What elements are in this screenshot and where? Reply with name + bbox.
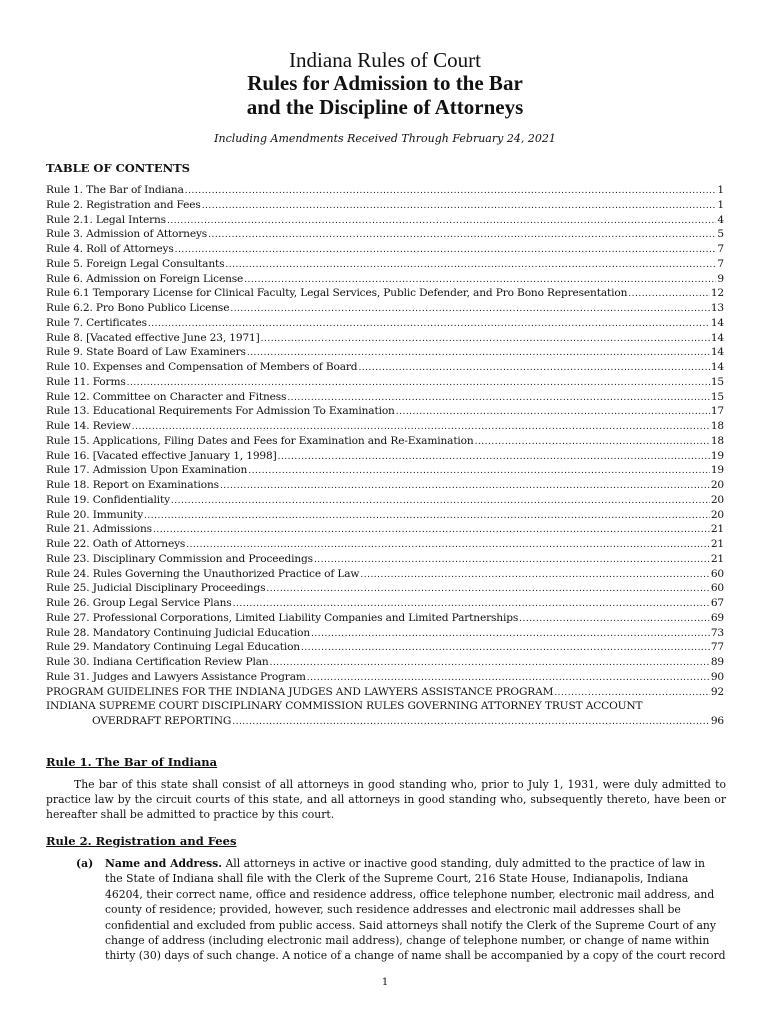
toc-dot-leader — [233, 599, 710, 609]
item-text: All attorneys in active or inactive good standing, duly admitted to the practice of law in the State of Indiana shall file with the Clerk of the Supreme Court, 216 State House, Indianapolis, Indiana 46204, their correct name, office and residence address, office telephone number, electronic mail address, and county of residence; provided, however, such residence addresses and electronic mail addresses shall be confidential and excluded from public access. Said attorneys shall notify the Clerk of the Supreme Court of any change of address (including electronic mail address), change of telephone number, or change of name within thirty (30) days of such change. A notice of a change of name shall be accompanied by a copy of the court record — [105, 857, 726, 963]
toc-dot-leader — [148, 319, 710, 329]
toc-entry[interactable] — [46, 199, 724, 214]
toc-dot-leader — [396, 407, 710, 417]
toc-entry-label: Rule 22. Oath of Attorneys — [46, 538, 186, 550]
toc-entry-label: Rule 10. Expenses and Compensation of Members of Board — [46, 361, 358, 373]
toc-entry[interactable] — [46, 627, 724, 642]
toc-dot-leader — [232, 717, 710, 727]
toc-dot-leader — [185, 186, 717, 196]
toc-entry[interactable] — [46, 405, 724, 420]
item-body — [105, 856, 726, 964]
toc-entry-label-continued: OVERDRAFT REPORTING — [92, 715, 232, 727]
toc-entry[interactable] — [46, 450, 724, 465]
toc-entry-page: 60 — [710, 582, 724, 595]
toc-entry-page: 21 — [710, 552, 724, 565]
toc-entry[interactable] — [46, 435, 724, 450]
toc-entry[interactable] — [46, 184, 724, 199]
toc-entry-page: 1 — [717, 198, 724, 211]
toc-entry[interactable] — [46, 464, 724, 479]
toc-entry-page: 19 — [710, 449, 724, 462]
toc-entry-page: 14 — [710, 331, 724, 344]
toc-entry-page: 20 — [710, 508, 724, 521]
toc-dot-leader — [186, 540, 710, 550]
toc-entry-label: Rule 5. Foreign Legal Consultants — [46, 257, 225, 270]
toc-entry[interactable] — [46, 214, 724, 229]
toc-entry-label: Rule 11. Forms — [46, 375, 126, 388]
toc-dot-leader — [266, 584, 709, 594]
toc-dot-leader — [208, 230, 716, 240]
toc-entry[interactable] — [46, 597, 724, 612]
toc-entry-label: Rule 2. Registration and Fees — [46, 198, 201, 211]
rule-1-text — [46, 777, 726, 822]
page-number: 1 — [381, 977, 389, 988]
toc-dot-leader — [202, 201, 717, 211]
toc-dot-leader — [519, 614, 710, 624]
toc-entry-label: Rule 8. [Vacated effective June 23, 1971] — [46, 331, 260, 344]
toc-entry[interactable] — [46, 228, 724, 243]
rule-1-heading: Rule 1. The Bar of Indiana — [46, 755, 218, 769]
document-title-line1: Rules for Admission to the Bar — [247, 71, 523, 95]
toc-entry[interactable] — [46, 332, 724, 347]
toc-entry-page: 73 — [710, 626, 724, 639]
toc-entry-label: Rule 1. The Bar of Indiana — [46, 184, 184, 196]
toc-dot-leader — [301, 643, 710, 653]
document-title — [0, 71, 770, 119]
toc-entry-label: Rule 2.1. Legal Interns — [46, 213, 166, 226]
toc-entry-label: PROGRAM GUIDELINES FOR THE INDIANA JUDGES AND LAWYERS ASSISTANCE PROGRAM — [46, 685, 554, 698]
toc-entry-label: Rule 6.1 Temporary License for Clinical Faculty, Legal Services, Public Defender, and Pro Bono Representation — [46, 287, 628, 300]
toc-entry-page: 89 — [710, 656, 724, 668]
toc-dot-leader — [127, 378, 710, 388]
toc-entry-label: Rule 12. Committee on Character and Fitness — [46, 390, 287, 403]
toc-dot-leader — [167, 216, 716, 226]
toc-entry[interactable] — [46, 479, 724, 494]
toc-dot-leader — [554, 688, 710, 698]
toc-entry[interactable] — [46, 538, 724, 553]
toc-entry-page: 60 — [710, 567, 724, 580]
item-lead: Name and Address. — [105, 857, 223, 870]
toc-dot-leader — [230, 304, 709, 314]
toc-entry-page: 13 — [710, 302, 724, 314]
toc-entry-label: Rule 25. Judicial Disciplinary Proceedings — [46, 582, 266, 595]
toc-entry[interactable] — [46, 612, 724, 627]
toc-entry-page: 14 — [710, 346, 724, 359]
toc-entry[interactable] — [46, 656, 724, 671]
toc-entry-page: 90 — [710, 670, 724, 683]
toc-entry-page: 20 — [710, 493, 724, 506]
toc-entry[interactable] — [46, 494, 724, 509]
toc-entry-page: 18 — [710, 434, 724, 447]
toc-dot-leader — [132, 422, 710, 432]
rule-1-body: The bar of this state shall consist of all attorneys in good standing who, prior to July 1, 1931, were duly admitted to practice law by the circuit courts of this state, and all attorneys in good standing who, subsequently thereto, have been or hereafter shall be admitted to practice by this court. — [46, 778, 726, 821]
toc-entry[interactable] — [46, 420, 724, 435]
toc-entry-label: Rule 9. State Board of Law Examiners — [46, 346, 246, 359]
toc-entry-label: Rule 14. Review — [46, 420, 131, 432]
toc-entry-page: 21 — [710, 523, 724, 536]
toc-entry-page: 96 — [710, 715, 724, 727]
toc-dot-leader — [225, 260, 716, 270]
toc-entry-label: Rule 21. Admissions — [46, 523, 152, 536]
toc-entry-label: Rule 28. Mandatory Continuing Judicial Education — [46, 626, 310, 639]
toc-dot-leader — [220, 481, 710, 491]
toc-entry-page: 15 — [710, 375, 724, 388]
toc-entry-label: Rule 16. [Vacated effective January 1, 1998] — [46, 449, 277, 462]
toc-entry-page: 21 — [710, 538, 724, 550]
toc-entry-page: 69 — [710, 611, 724, 624]
toc-dot-leader — [261, 334, 710, 344]
toc-entry-label: Rule 18. Report on Examinations — [46, 479, 219, 491]
toc-dot-leader — [307, 673, 710, 683]
toc-entry-overdraft-rules[interactable] — [46, 700, 724, 730]
toc-dot-leader — [628, 289, 710, 299]
toc-entry-label: Rule 27. Professional Corporations, Limited Liability Companies and Limited Partnerships — [46, 611, 519, 624]
toc-entry[interactable] — [46, 302, 724, 317]
toc-dot-leader — [248, 466, 710, 476]
toc-heading: TABLE OF CONTENTS — [46, 161, 190, 175]
toc-entry-page: 4 — [717, 213, 724, 226]
toc-dot-leader — [175, 245, 717, 255]
toc-entry-label: Rule 6. Admission on Foreign License — [46, 272, 244, 285]
toc-entry[interactable] — [46, 317, 724, 332]
toc-entry-page: 67 — [710, 597, 724, 609]
toc-entry-label: INDIANA SUPREME COURT DISCIPLINARY COMMISSION RULES GOVERNING ATTORNEY TRUST ACCOUNT — [46, 700, 643, 713]
toc-entry-page: 19 — [710, 464, 724, 477]
toc-entry[interactable] — [46, 641, 724, 656]
toc-entry[interactable] — [46, 553, 724, 568]
toc-dot-leader — [144, 511, 710, 521]
amendments-subtitle: Including Amendments Received Through February 24, 2021 — [214, 132, 556, 145]
toc-dot-leader — [278, 452, 710, 462]
toc-entry-label: Rule 30. Indiana Certification Review Plan — [46, 656, 269, 668]
toc-entry[interactable] — [46, 391, 724, 406]
toc-entry-page: 7 — [717, 257, 724, 270]
toc-entry-label: Rule 15. Applications, Filing Dates and Fees for Examination and Re-Examination — [46, 434, 474, 447]
toc-entry-page: 92 — [710, 685, 724, 698]
toc-entry-label: Rule 24. Rules Governing the Unauthorized Practice of Law — [46, 567, 360, 580]
toc-entry[interactable] — [46, 287, 724, 302]
toc-dot-leader — [270, 658, 710, 668]
toc-entry[interactable] — [46, 273, 724, 288]
toc-dot-leader — [287, 393, 710, 403]
toc-entry[interactable] — [46, 258, 724, 273]
toc-dot-leader — [360, 570, 709, 580]
toc-entry-page: 18 — [710, 420, 724, 432]
toc-entry[interactable] — [46, 568, 724, 583]
toc-entry-page: 77 — [710, 641, 724, 654]
toc-entry[interactable] — [46, 361, 724, 376]
toc-dot-leader — [358, 363, 709, 373]
toc-entry-label: Rule 23. Disciplinary Commission and Proceedings — [46, 552, 313, 565]
toc-entry-label: Rule 26. Group Legal Service Plans — [46, 597, 232, 609]
toc-entry-page: 14 — [710, 316, 724, 329]
toc-entry-label: Rule 3. Admission of Attorneys — [46, 228, 208, 241]
toc-entry-label: Rule 20. Immunity — [46, 508, 144, 521]
toc-dot-leader — [311, 629, 710, 639]
toc-dot-leader — [247, 348, 710, 358]
toc-entry[interactable] — [46, 686, 724, 701]
toc-entry-page: 17 — [710, 405, 724, 418]
toc-entry[interactable] — [46, 582, 724, 597]
toc-entry-page: 14 — [710, 361, 724, 373]
toc-entry-label: Rule 19. Confidentiality — [46, 493, 170, 506]
toc-entry-page: 15 — [710, 390, 724, 403]
toc-entry-label: Rule 7. Certificates — [46, 316, 147, 329]
rule-2-heading: Rule 2. Registration and Fees — [46, 834, 237, 848]
toc-entry-label: Rule 31. Judges and Lawyers Assistance Program — [46, 670, 306, 683]
item-marker: (a) — [76, 857, 94, 870]
toc-entry[interactable] — [46, 243, 724, 258]
toc-entry[interactable] — [46, 509, 724, 524]
toc-entry-page: 12 — [710, 287, 724, 300]
toc-entry[interactable] — [46, 346, 724, 361]
toc-entry-label: Rule 6.2. Pro Bono Publico License — [46, 302, 230, 314]
toc-entry-page: 1 — [717, 184, 724, 196]
toc-dot-leader — [475, 437, 710, 447]
document-title-line2: and the Discipline of Attorneys — [246, 95, 524, 119]
toc-entry-label: Rule 13. Educational Requirements For Admission To Examination — [46, 405, 395, 418]
toc-entry-label: Rule 17. Admission Upon Examination — [46, 464, 248, 477]
toc-entry[interactable] — [46, 376, 724, 391]
toc-dot-leader — [314, 555, 710, 565]
rule-2-item-a — [76, 856, 726, 964]
toc-entry-label: Rule 29. Mandatory Continuing Legal Education — [46, 641, 300, 654]
table-of-contents — [46, 184, 724, 730]
toc-dot-leader — [153, 525, 710, 535]
court-title: Indiana Rules of Court — [289, 48, 481, 72]
toc-dot-leader — [244, 275, 716, 285]
toc-entry[interactable] — [46, 671, 724, 686]
toc-entry-page: 20 — [710, 479, 724, 491]
toc-dot-leader — [171, 496, 710, 506]
toc-entry-page: 5 — [717, 228, 724, 241]
toc-entry-page: 9 — [717, 272, 724, 285]
toc-entry-page: 7 — [717, 243, 724, 255]
toc-entry[interactable] — [46, 523, 724, 538]
toc-entry-label: Rule 4. Roll of Attorneys — [46, 243, 174, 255]
